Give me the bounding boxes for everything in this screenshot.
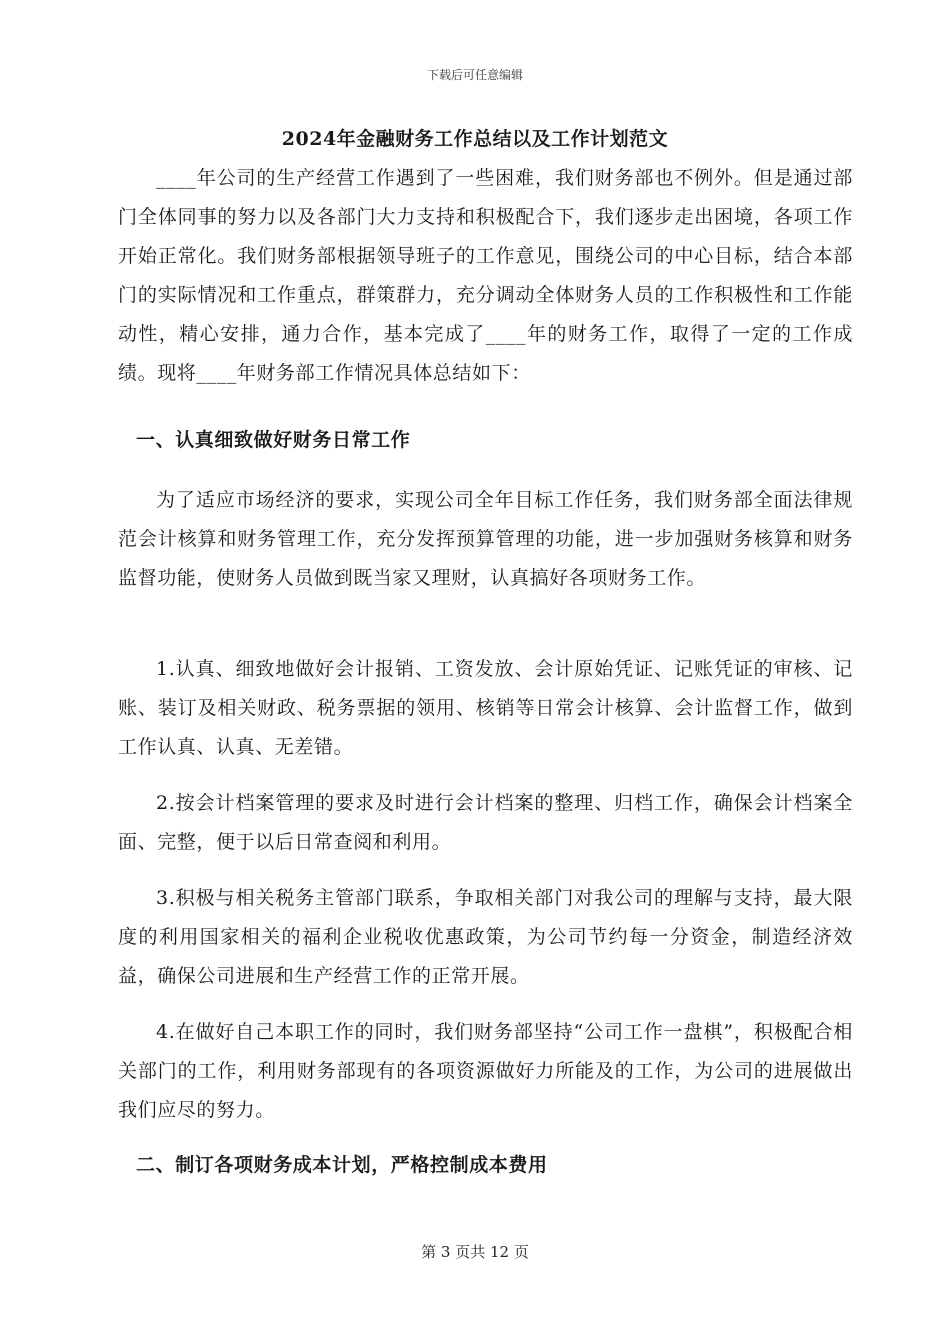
list-item: 4.在做好自己本职工作的同时，我们财务部坚持“公司工作一盘棋”，积极配合相关部门的工作，利用财务部现有的各项资源做好力所能及的工作，为公司的进展做出我们应尽的努力。 [118,1021,853,1121]
intro-paragraph: ____年公司的生产经营工作遇到了一些困难，我们财务部也不例外。但是通过部门全体同事的努力以及各部门大力支持和积极配合下，我们逐步走出困境，各项工作开始正常化。我们财务部根据领导班子的工作意见，围绕公司的中心目标，结合本部门的实际情况和工作重点，群策群力，充分调动全体财务人员的工作积极性和工作能动性，精心安排，通力合作，基本完成了____年的财务工作，取得了一定的工作成绩。现将____年财务部工作情况具体总结如下： [118,167,853,384]
list-item: 3.积极与相关税务主管部门联系，争取相关部门对我公司的理解与支持，最大限度的利用国家相关的福利企业税收优惠政策，为公司节约每一分资金，制造经济效益，确保公司进展和生产经营工作的正常开展。 [118,887,853,987]
list-item: 1.认真、细致地做好会计报销、工资发放、会计原始凭证、记账凭证的审核、记账、装订及相关财政、税务票据的领用、核销等日常会计核算、会计监督工作，做到工作认真、认真、无差错。 [118,658,853,758]
page-footer: 第 3 页共 12 页 [421,1243,529,1261]
list-item: 2.按会计档案管理的要求及时进行会计档案的整理、归档工作，确保会计档案全面、完整，便于以后日常查阅和利用。 [118,792,853,853]
document-title: 2024年金融财务工作总结以及工作计划范文 [281,128,669,150]
section-2-heading: 二、制订各项财务成本计划，严格控制成本费用 [136,1154,548,1176]
section-1-heading: 一、认真细致做好财务日常工作 [136,429,411,451]
header-note: 下载后可任意编辑 [426,68,523,82]
section-1-paragraph: 为了适应市场经济的要求，实现公司全年目标工作任务，我们财务部全面法律规范会计核算和财务管理工作，充分发挥预算管理的功能，进一步加强财务核算和财务监督功能，使财务人员做到既当家又理财，认真搞好各项财务工作。 [118,489,853,589]
